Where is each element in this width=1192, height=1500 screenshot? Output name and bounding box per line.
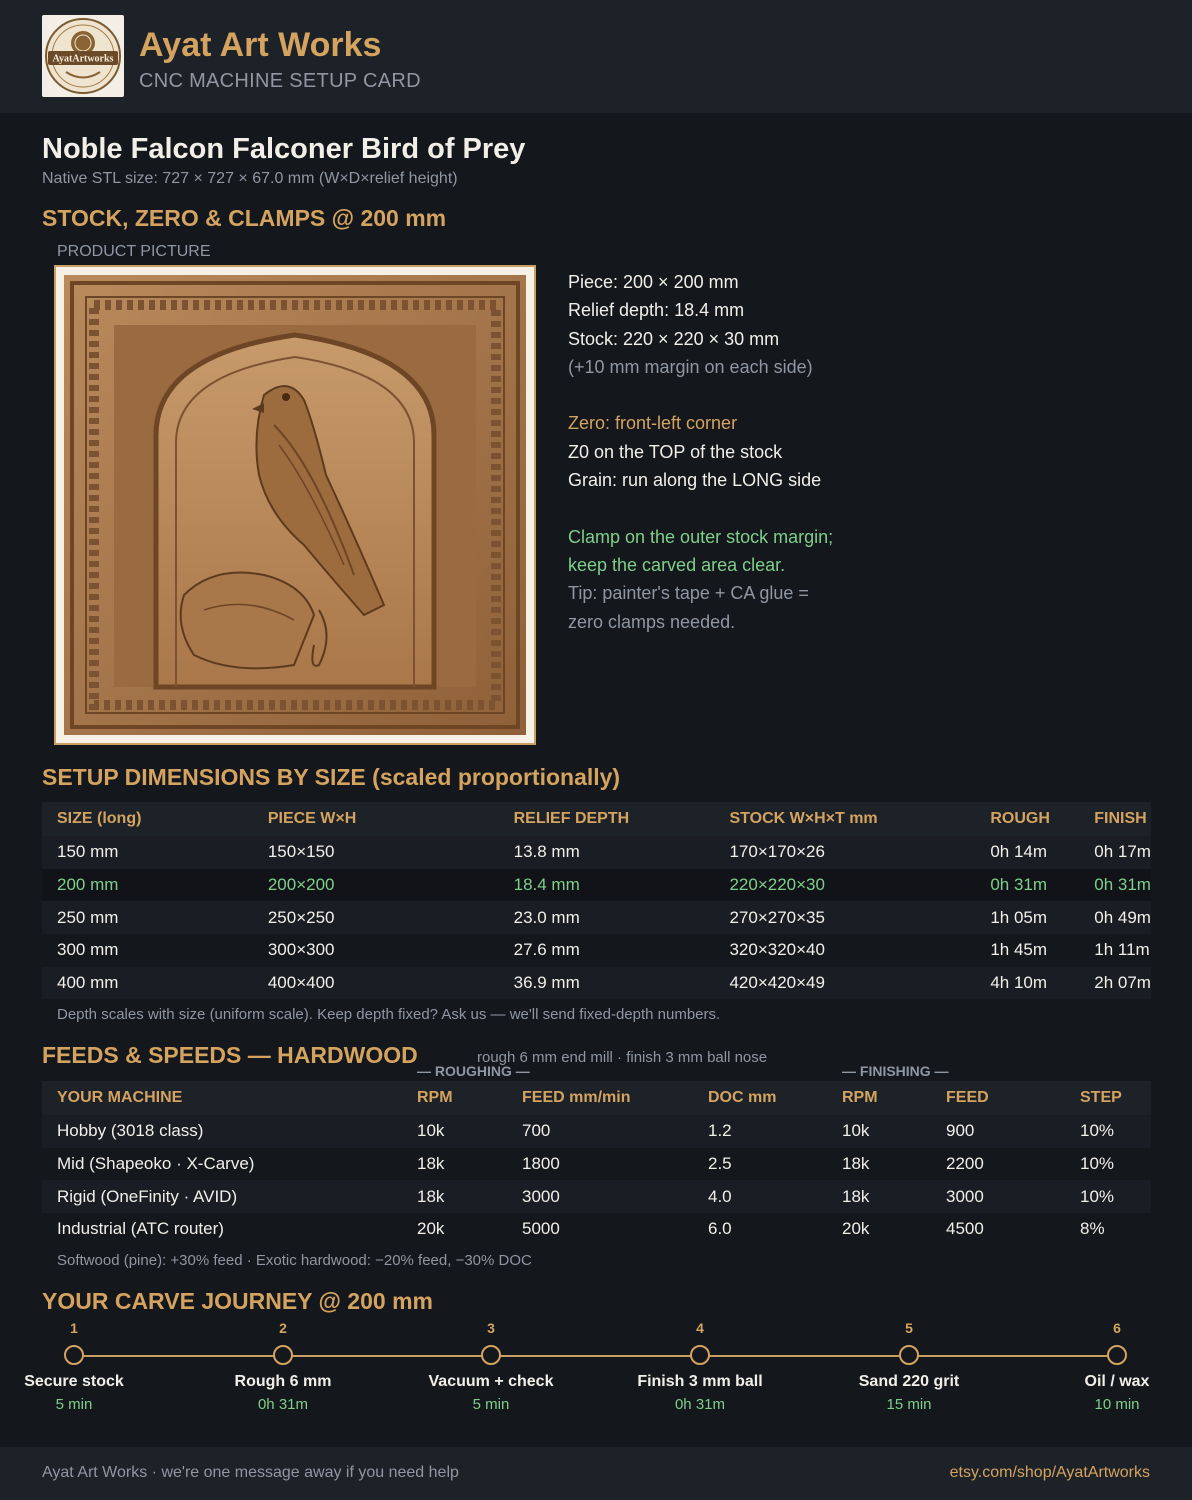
shop-link[interactable]: etsy.com/shop/AyatArtworks — [949, 1464, 1150, 1481]
relief-depth: Relief depth: 18.4 mm — [568, 300, 745, 321]
table-cell: 1800 — [507, 1148, 693, 1181]
tip-note-1: Tip: painter's tape + CA glue = — [568, 583, 809, 604]
table-cell: 220×220×30 — [714, 869, 975, 902]
table-cell: 18k — [827, 1180, 931, 1213]
falcon-carving-image — [64, 275, 526, 735]
col-stock: STOCK W×H×T mm — [714, 802, 975, 836]
table-cell: 36.9 mm — [499, 967, 715, 1000]
table-cell: 170×170×26 — [714, 836, 975, 869]
step-label: Secure stock — [24, 1373, 124, 1390]
table-cell: 0h 31m — [1079, 869, 1151, 902]
header — [0, 0, 1192, 113]
step-label: Rough 6 mm — [234, 1373, 332, 1390]
col-piece: PIECE W×H — [253, 802, 499, 836]
step-dot — [1107, 1345, 1127, 1365]
step-label: Vacuum + check — [428, 1373, 554, 1390]
col-step: STEP — [1065, 1081, 1151, 1115]
table-cell: 10k — [402, 1115, 507, 1148]
table-cell: 4500 — [931, 1213, 1065, 1246]
table-cell: Industrial (ATC router) — [42, 1213, 402, 1246]
col-finish-feed: FEED — [931, 1081, 1065, 1115]
table-cell: 0h 49m — [1079, 901, 1151, 934]
journey-step-3 — [396, 1320, 586, 1413]
dimensions-note: Depth scales with size (uniform scale). Keep depth fixed? Ask us — we'll send fixed-depth numbers. — [57, 1006, 721, 1023]
table-cell: 20k — [827, 1213, 931, 1246]
journey-step-4 — [605, 1320, 795, 1413]
roughing-group-label: — ROUGHING — — [417, 1063, 530, 1079]
table-row — [42, 836, 1151, 869]
table-cell: 150 mm — [42, 836, 253, 869]
feeds-table — [42, 1081, 1151, 1246]
step-label: Sand 220 grit — [858, 1373, 960, 1390]
tip-note-2: zero clamps needed. — [568, 611, 736, 632]
journey-step-1 — [0, 1320, 169, 1413]
product-picture — [54, 265, 536, 745]
table-row — [42, 1148, 1151, 1181]
col-doc: DOC mm — [693, 1081, 827, 1115]
table-cell: 200 mm — [42, 869, 253, 902]
table-cell: 18.4 mm — [499, 869, 715, 902]
step-dot — [899, 1345, 919, 1365]
journey-step-2 — [188, 1320, 378, 1413]
table-cell: 1h 45m — [975, 934, 1079, 967]
z0-note: Z0 on the TOP of the stock — [568, 441, 783, 462]
footer-message: Ayat Art Works · we're one message away if you need help — [42, 1464, 459, 1481]
journey-step-6 — [1022, 1320, 1192, 1413]
table-cell: 18k — [402, 1148, 507, 1181]
brand-name: Ayat Art Works — [139, 26, 382, 64]
table-cell: 8% — [1065, 1213, 1151, 1246]
table-cell: 10% — [1065, 1180, 1151, 1213]
col-finish: FINISH — [1079, 802, 1151, 836]
clamp-note-2: keep the carved area clear. — [568, 554, 786, 575]
dimensions-header-row — [42, 802, 1151, 836]
col-machine: YOUR MACHINE — [42, 1081, 402, 1115]
step-number: 6 — [1113, 1320, 1121, 1336]
table-cell: 4h 10m — [975, 967, 1079, 1000]
svg-text:AyatArtworks: AyatArtworks — [52, 53, 114, 65]
table-cell: Mid (Shapeoko · X-Carve) — [42, 1148, 402, 1181]
table-cell: 270×270×35 — [714, 901, 975, 934]
step-dot — [64, 1345, 84, 1365]
table-cell: 3000 — [931, 1180, 1065, 1213]
step-label: Finish 3 mm ball — [637, 1373, 763, 1390]
step-time: 0h 31m — [257, 1396, 309, 1413]
feeds-heading: FEEDS & SPEEDS — HARDWOOD — [42, 1042, 418, 1068]
col-finish-rpm: RPM — [827, 1081, 931, 1115]
step-label: Oil / wax — [1084, 1373, 1150, 1390]
table-cell: 18k — [402, 1180, 507, 1213]
table-cell: Hobby (3018 class) — [42, 1115, 402, 1148]
step-dot — [690, 1345, 710, 1365]
table-cell: 23.0 mm — [499, 901, 715, 934]
table-cell: 4.0 — [693, 1180, 827, 1213]
page-title: Noble Falcon Falconer Bird of Prey — [42, 133, 526, 165]
journey-timeline — [0, 1320, 1192, 1430]
table-cell: 2200 — [931, 1148, 1065, 1181]
table-cell: 0h 31m — [975, 869, 1079, 902]
table-cell: 200×200 — [253, 869, 499, 902]
table-row — [42, 1180, 1151, 1213]
step-dot — [481, 1345, 501, 1365]
step-time: 5 min — [472, 1396, 510, 1413]
table-row-highlighted — [42, 869, 1151, 902]
zero-point: Zero: front-left corner — [568, 413, 738, 434]
step-time: 5 min — [55, 1396, 93, 1413]
finishing-group-label: — FINISHING — — [842, 1063, 949, 1079]
table-row — [42, 1115, 1151, 1148]
step-time: 15 min — [886, 1396, 932, 1413]
table-cell: 420×420×49 — [714, 967, 975, 1000]
stock-margin: (+10 mm margin on each side) — [568, 356, 813, 377]
table-cell: 1h 05m — [975, 901, 1079, 934]
table-cell: 10k — [827, 1115, 931, 1148]
col-relief: RELIEF DEPTH — [499, 802, 715, 836]
stock-size: Stock: 220 × 220 × 30 mm — [568, 328, 780, 349]
tooling-note: rough 6 mm end mill · finish 3 mm ball nose — [477, 1049, 768, 1066]
card-subtitle: CNC MACHINE SETUP CARD — [139, 70, 421, 92]
stock-heading: STOCK, ZERO & CLAMPS @ 200 mm — [42, 205, 447, 231]
table-row — [42, 901, 1151, 934]
footer — [0, 1447, 1192, 1500]
col-rough-rpm: RPM — [402, 1081, 507, 1115]
table-cell: 320×320×40 — [714, 934, 975, 967]
table-cell: 5000 — [507, 1213, 693, 1246]
step-dot — [273, 1345, 293, 1365]
table-row — [42, 934, 1151, 967]
table-cell: 2.5 — [693, 1148, 827, 1181]
feeds-header-row — [42, 1081, 1151, 1115]
journey-heading: YOUR CARVE JOURNEY @ 200 mm — [42, 1288, 433, 1314]
stock-info — [568, 268, 833, 636]
col-rough: ROUGH — [975, 802, 1079, 836]
table-cell: 250 mm — [42, 901, 253, 934]
step-time: 10 min — [1094, 1396, 1140, 1413]
table-cell: 1h 11m — [1079, 934, 1151, 967]
step-number: 3 — [487, 1320, 495, 1336]
table-cell: 400×400 — [253, 967, 499, 1000]
table-cell: 900 — [931, 1115, 1065, 1148]
dimensions-heading: SETUP DIMENSIONS BY SIZE (scaled proportionally) — [42, 764, 621, 790]
clamp-note-1: Clamp on the outer stock margin; — [568, 526, 834, 547]
table-cell: 300×300 — [253, 934, 499, 967]
dimensions-table — [42, 802, 1151, 999]
table-cell: 27.6 mm — [499, 934, 715, 967]
step-time: 0h 31m — [674, 1396, 726, 1413]
table-cell: 150×150 — [253, 836, 499, 869]
table-cell: 0h 17m — [1079, 836, 1151, 869]
table-row — [42, 1213, 1151, 1246]
feeds-note: Softwood (pine): +30% feed · Exotic hardwood: −20% feed, −30% DOC — [57, 1252, 532, 1269]
piece-size: Piece: 200 × 200 mm — [568, 272, 739, 292]
table-cell: 400 mm — [42, 967, 253, 1000]
table-cell: 2h 07m — [1079, 967, 1151, 1000]
table-cell: 1.2 — [693, 1115, 827, 1148]
picture-caption: PRODUCT PICTURE — [57, 243, 211, 260]
table-cell: Rigid (OneFinity · AVID) — [42, 1180, 402, 1213]
table-cell: 6.0 — [693, 1213, 827, 1246]
table-cell: 0h 14m — [975, 836, 1079, 869]
table-cell: 300 mm — [42, 934, 253, 967]
table-cell: 10% — [1065, 1148, 1151, 1181]
table-cell: 250×250 — [253, 901, 499, 934]
step-number: 2 — [279, 1320, 287, 1336]
table-cell: 20k — [402, 1213, 507, 1246]
brand-logo — [42, 15, 124, 97]
table-row — [42, 967, 1151, 1000]
step-number: 5 — [905, 1320, 913, 1336]
native-size: Native STL size: 727 × 727 × 67.0 mm (W×D×relief height) — [42, 170, 458, 187]
table-cell: 13.8 mm — [499, 836, 715, 869]
step-number: 4 — [696, 1320, 704, 1336]
table-cell: 3000 — [507, 1180, 693, 1213]
col-size: SIZE (long) — [42, 802, 253, 836]
col-rough-feed: FEED mm/min — [507, 1081, 693, 1115]
table-cell: 700 — [507, 1115, 693, 1148]
step-number: 1 — [70, 1320, 78, 1336]
table-cell: 10% — [1065, 1115, 1151, 1148]
journey-step-5 — [814, 1320, 1004, 1413]
grain-note: Grain: run along the LONG side — [568, 470, 822, 491]
table-cell: 18k — [827, 1148, 931, 1181]
